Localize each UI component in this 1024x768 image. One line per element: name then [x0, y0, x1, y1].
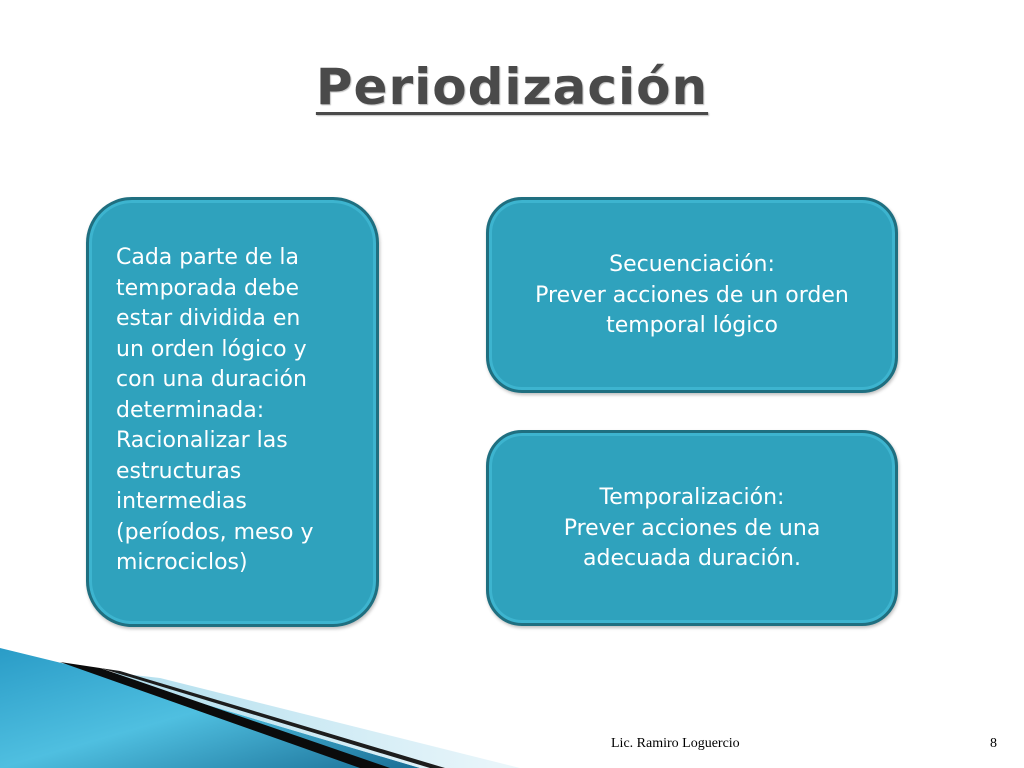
left-box-line: intermedias — [116, 489, 247, 514]
left-box-line: con una duración — [116, 367, 307, 392]
left-box-line: un orden lógico y — [116, 336, 307, 362]
left-content-box — [86, 197, 379, 627]
sequencing-line: Prever acciones de un orden — [535, 282, 849, 308]
temporalization-box — [486, 430, 898, 626]
sequencing-box — [486, 197, 898, 393]
left-box-line: Racionalizar las — [116, 428, 288, 453]
temporalization-line: Prever acciones de una — [563, 515, 821, 541]
sequencing-line: temporal lógico — [606, 313, 778, 339]
page-number: 8 — [990, 736, 997, 751]
temporalization-heading: Temporalización: — [599, 485, 785, 511]
left-box-line: determinada: — [116, 397, 265, 423]
left-box-line: estructuras — [116, 458, 242, 484]
decorative-swoosh — [0, 640, 520, 768]
left-box-line: temporada debe — [116, 275, 299, 301]
sequencing-heading: Secuenciación: — [609, 252, 775, 278]
temporalization-box-text — [564, 481, 821, 575]
temporalization-line: adecuada duración. — [583, 546, 801, 572]
sequencing-box-text — [535, 248, 849, 342]
left-box-line: estar dividida en — [116, 306, 301, 331]
slide-title: Periodización — [315, 58, 709, 116]
footer-author: Lic. Ramiro Loguercio — [611, 736, 740, 751]
left-box-line: Cada parte de la — [116, 245, 300, 270]
left-box-line: microciclos) — [116, 550, 248, 575]
left-box-line: (períodos, meso y — [116, 519, 314, 545]
